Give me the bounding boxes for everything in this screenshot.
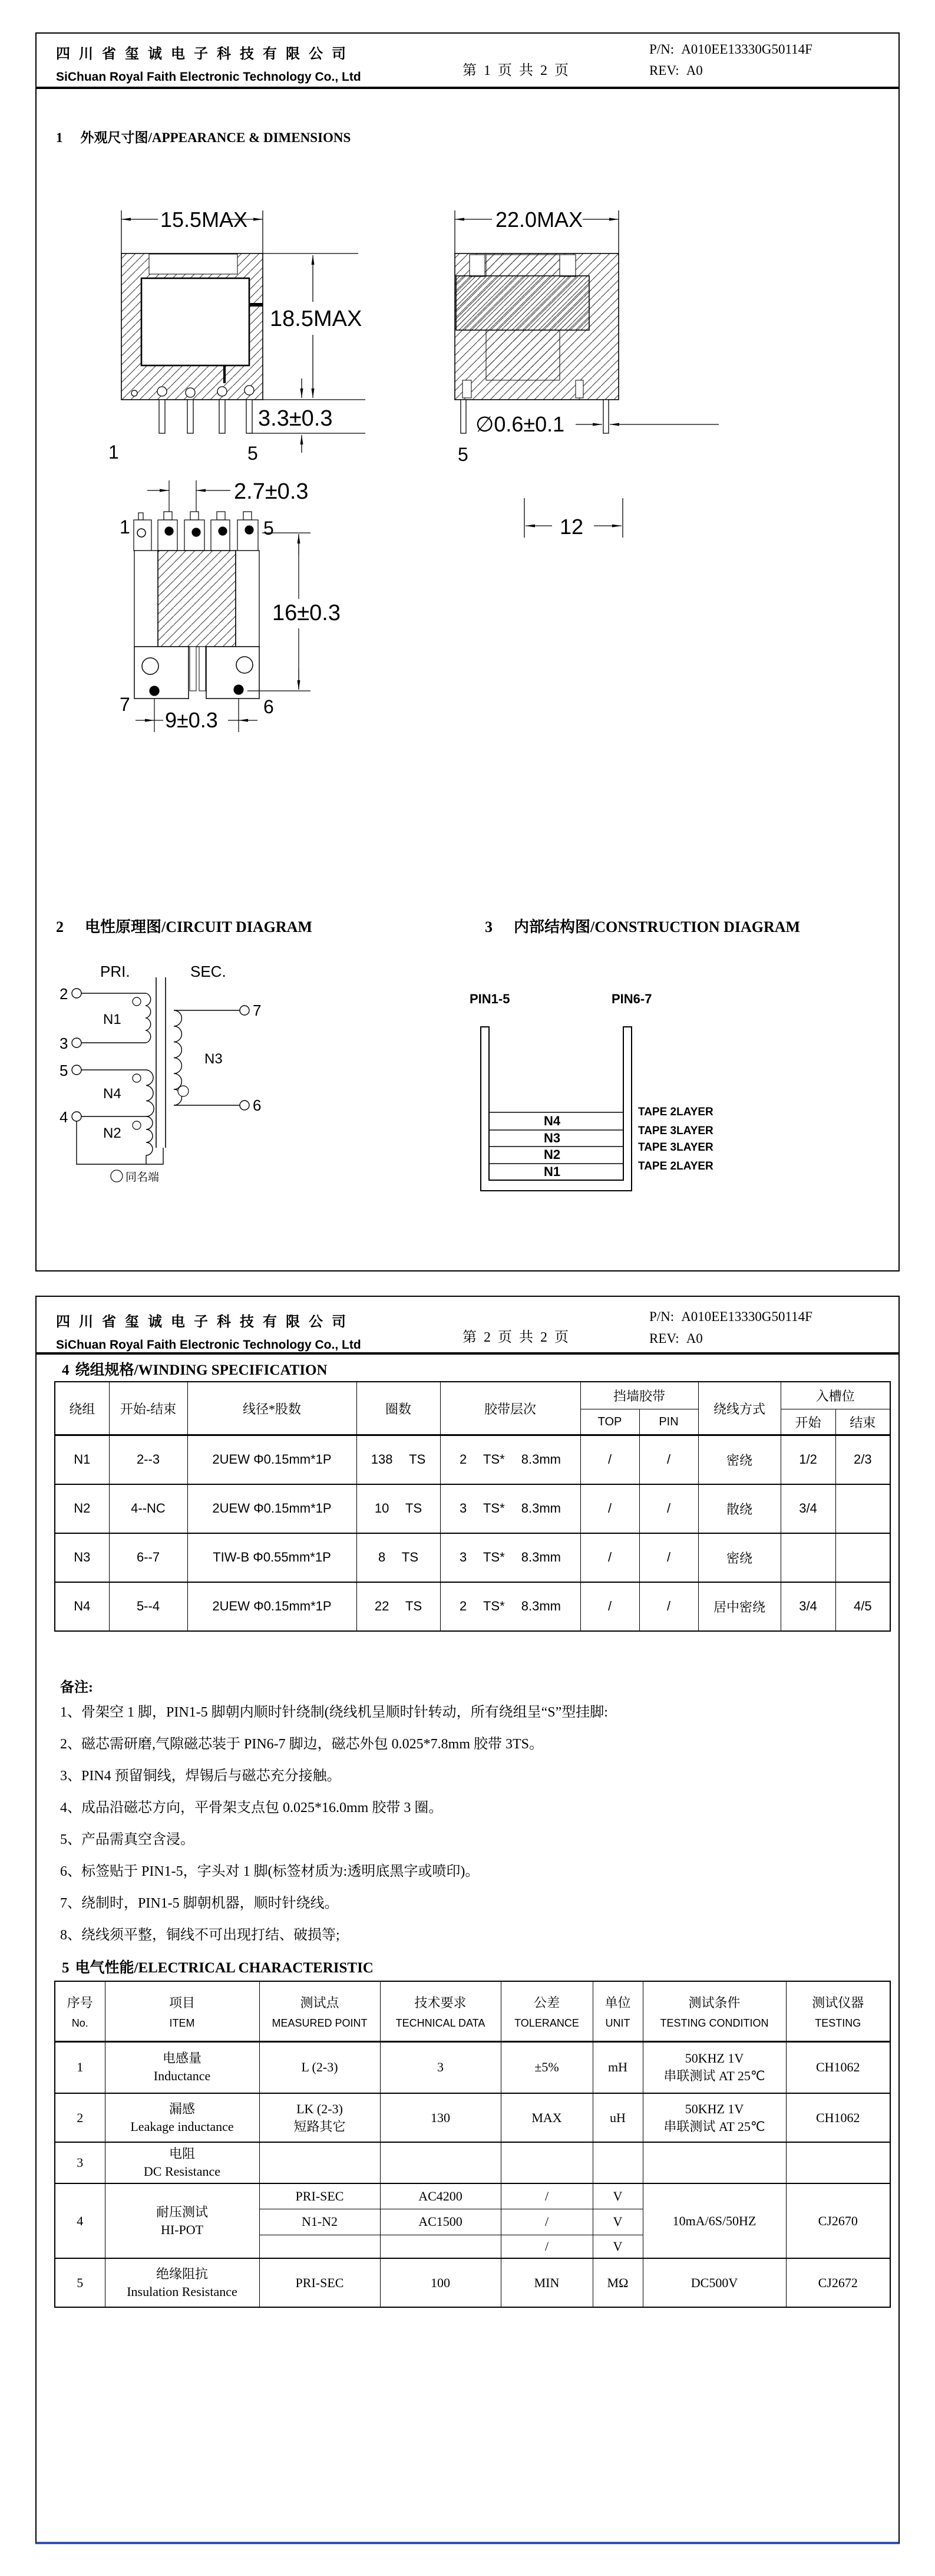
cell: 2/3 [835,1435,890,1484]
part-number-line [649,1309,812,1325]
label: 漏感 [169,2101,195,2116]
header-rule [37,1352,898,1355]
cell: ±5% [501,2041,593,2093]
notes-list [60,1697,608,1951]
section-5-title: 电气性能/ELECTRICAL CHARACTERISTIC [75,1960,374,1976]
col-header-start-end: 开始-结束 [109,1382,187,1435]
circuit-pin-3: 3 [60,1035,68,1052]
electrical-row-2 [55,2093,890,2142]
side-view-drawing [451,200,734,542]
construction-layer-n3: N3 [543,1131,561,1145]
label: 电感量 [162,2051,201,2066]
label: DC Resistance [143,2164,221,2179]
rev-label: REV: [649,1331,679,1346]
col-header-wire: 线径*股数 [187,1382,356,1435]
page-2 [35,1296,900,2544]
cell: 散绕 [698,1484,781,1533]
cell: / [580,1533,639,1582]
col-header-unit [593,1981,643,2041]
cell: / [580,1582,639,1631]
cell [643,2093,786,2142]
revision-line [649,1331,703,1346]
note-item-5: 5、产品需真空含浸。 [60,1832,194,1847]
pn-label: P/N: [649,1309,675,1324]
cell-empty [380,2142,501,2183]
winding-row-n4 [55,1582,890,1631]
company-name-en: SiChuan Royal Faith Electronic Technology Co., Ltd [56,1338,361,1352]
label: TOLERANCE [514,2017,579,2029]
cell: 密绕 [698,1435,781,1484]
dim-bottom-pitch: 2.7±0.3 [234,479,309,504]
circuit-pin-5: 5 [60,1062,68,1079]
col-header-method: 绕线方式 [698,1382,781,1435]
col-header-slot-start: 开始 [781,1409,835,1435]
col-header-pin: PIN [639,1409,698,1435]
bottom-pin-label-5: 5 [263,518,274,539]
side-pin-label-5: 5 [458,444,468,465]
cell: uH [593,2093,643,2142]
col-header-measured-point [259,1981,380,2041]
col-header-turns: 圈数 [356,1382,440,1435]
label: 耐压测试 [156,2204,208,2219]
cell: V [593,2235,643,2258]
rev-label: REV: [649,63,679,78]
cell: TIW-B Φ0.55mm*1P [187,1533,356,1582]
circuit-winding-n3: N3 [204,1051,223,1067]
label: Inductance [153,2068,211,2084]
section-4-heading [62,1358,328,1379]
cell [643,2041,786,2093]
cell: MΩ [593,2258,643,2307]
section-5-heading [62,1956,374,1977]
label: ITEM [169,2017,195,2029]
note-item-3: 3、PIN4 预留铜线，焊锡后与磁芯充分接触。 [60,1768,341,1784]
company-name-cn: 四川省玺诚电子科技有限公司 [56,1315,355,1330]
label: 短路其它 [293,2119,346,2134]
construction-diagram [468,977,834,1213]
cell: 3 [380,2041,501,2093]
section-1-heading [56,127,351,146]
col-header-slot-end: 结束 [835,1409,890,1435]
cell: 3/4 [781,1582,835,1631]
section-3-title: 内部结构图/CONSTRUCTION DIAGRAM [514,918,801,935]
dim-front-height: 18.5MAX [270,307,362,331]
col-header-winding: 绕组 [55,1382,109,1435]
section-1-title: 外观尺寸图/APPEARANCE & DIMENSIONS [80,130,351,145]
cell: 22 TS [356,1582,440,1631]
section-2-heading [56,915,312,937]
dim-bottom-pin-span: 9±0.3 [165,708,218,732]
note-item-8: 8、绕线须平整，铜线不可出现打结、破损等; [60,1928,340,1943]
cell: / [580,1435,639,1484]
section-4-title: 绕组规格/WINDING SPECIFICATION [75,1362,328,1378]
cell-empty [643,2142,786,2183]
col-header-testing [786,1981,890,2041]
label: 串联测试 AT 25℃ [663,2119,765,2134]
label: Insulation Resistance [127,2284,237,2299]
cell: / [639,1435,698,1484]
circuit-pin-6: 6 [253,1096,262,1114]
label: TESTING [815,2017,861,2029]
front-pin-label-5: 5 [247,443,258,464]
circuit-winding-n2: N2 [103,1125,121,1141]
col-header-slot: 入槽位 [781,1382,890,1409]
cell: L (2-3) [259,2041,380,2093]
cell: 8 TS [356,1533,440,1582]
dim-bottom-height: 16±0.3 [272,601,341,625]
label: 测试仪器 [812,1995,864,2010]
label: No. [71,2017,88,2029]
page-1 [35,32,900,1271]
cell: 2 [55,2093,105,2142]
note-item-7: 7、绕制时，PIN1-5 脚朝机器，顺时针绕线。 [60,1896,339,1911]
cell: 3 TS* 8.3mm [440,1484,580,1533]
cell: CJ2670 [786,2183,890,2258]
cell-empty [259,2142,380,2183]
winding-row-n2 [55,1484,890,1533]
note-item-4: 4、成品沿磁芯方向，平骨架支点包 0.025*16.0mm 胶带 3 圈。 [60,1800,443,1816]
section-4-number: 4 [62,1362,70,1378]
construction-tape-label-1: TAPE 2LAYER [638,1106,713,1118]
cell: / [501,2209,593,2235]
cell: 2UEW Φ0.15mm*1P [187,1484,356,1533]
construction-layer-n2: N2 [543,1147,561,1162]
note-item-1: 1、骨架空 1 脚，PIN1-5 脚朝内顺时针绕制(绕线机呈顺时针转动，所有绕组呈“S”型挂脚: [60,1705,608,1720]
cell: 2 TS* 8.3mm [440,1435,580,1484]
cell [105,2258,259,2307]
part-number-line [649,42,812,57]
cell: PRI-SEC [259,2183,380,2209]
section-3-heading [485,915,800,937]
bottom-pin-label-6: 6 [263,696,274,717]
label: UNIT [605,2017,630,2029]
cell: MIN [501,2258,593,2307]
cell: PRI-SEC [259,2258,380,2307]
electrical-table [54,1981,891,2308]
company-name-cn: 四川省玺诚电子科技有限公司 [56,47,355,62]
electrical-row-1 [55,2041,890,2093]
cell: V [593,2209,643,2235]
label: 串联测试 AT 25℃ [663,2068,765,2084]
cell: MAX [501,2093,593,2142]
cell [105,2041,259,2093]
cell: V [593,2183,643,2209]
winding-row-n1 [55,1435,890,1484]
pn-value: A010EE13330G50114F [681,1309,812,1324]
cell: / [501,2183,593,2209]
label: 50KHZ 1V [685,2101,744,2116]
cell [259,2093,380,2142]
electrical-row-4 [55,2183,890,2209]
circuit-diagram [50,943,309,1203]
circuit-pri-label: PRI. [100,963,130,980]
circuit-pin-4: 4 [60,1108,68,1126]
winding-row-n3 [55,1533,890,1582]
label: Leakage inductance [130,2119,234,2134]
cell: / [639,1533,698,1582]
dim-front-width: 15.5MAX [160,207,248,232]
col-header-no [55,1981,105,2041]
cell [380,2235,501,2258]
circuit-winding-n4: N4 [103,1086,121,1102]
cell: 10mA/6S/50HZ [643,2183,786,2258]
rev-value: A0 [686,63,703,78]
electrical-row-5 [55,2258,890,2307]
cell: CH1062 [786,2041,890,2093]
cell: 138 TS [356,1435,440,1484]
cell: N1 [55,1435,109,1484]
label: 序号 [67,1995,93,2010]
label: HI-POT [160,2222,204,2237]
cell: 密绕 [698,1533,781,1582]
bottom-pin-label-7: 7 [120,694,130,715]
cell: 3/4 [781,1484,835,1533]
bottom-pin-label-1: 1 [120,516,130,538]
cell: 3 TS* 8.3mm [440,1533,580,1582]
pn-label: P/N: [649,42,675,57]
label: TESTING CONDITION [660,2017,769,2029]
dim-front-pin-length: 3.3±0.3 [258,406,333,431]
cell: CJ2672 [786,2258,890,2307]
cell: mH [593,2041,643,2093]
cell: CH1062 [786,2093,890,2142]
cell: / [580,1484,639,1533]
construction-layer-n1: N1 [543,1164,561,1179]
section-5-number: 5 [62,1960,70,1976]
col-header-tape: 胶带层次 [440,1382,580,1435]
section-2-title: 电性原理图/CIRCUIT DIAGRAM [85,918,312,935]
electrical-header-row [55,1981,890,2041]
revision-line [649,63,703,78]
cell-empty [501,2142,593,2183]
circuit-winding-n1: N1 [103,1012,121,1027]
header-rule [37,87,898,89]
cell: 4/5 [835,1582,890,1631]
cell: N4 [55,1582,109,1631]
col-header-testing-condition [643,1981,786,2041]
front-pin-label-1: 1 [108,442,119,463]
section-2-number: 2 [56,918,64,935]
label: 公差 [533,1995,560,2010]
cell: N1-N2 [259,2209,380,2235]
page-number: 第 2 页 共 2 页 [462,1330,570,1345]
cell: 5 [55,2258,105,2307]
cell: 居中密绕 [698,1582,781,1631]
construction-pin1-5-label: PIN1-5 [470,991,510,1006]
cell: 1/2 [781,1435,835,1484]
cell [105,2183,259,2258]
col-header-technical-data [380,1981,501,2041]
col-header-item [105,1981,259,2041]
cell: AC4200 [380,2183,501,2209]
pn-value: A010EE13330G50114F [681,42,812,57]
cell: 4 [55,2183,105,2258]
cell [259,2235,380,2258]
cell: 3 [55,2142,105,2183]
cell: 5--4 [109,1582,187,1631]
cell [781,1533,835,1582]
construction-tape-label-2: TAPE 3LAYER [638,1125,713,1137]
circuit-legend-dot-label: 同名端 [125,1171,160,1184]
section-3-number: 3 [485,918,493,935]
cell: N3 [55,1533,109,1582]
note-item-6: 6、标签贴于 PIN1-5，字头对 1 脚(标签材质为:透明底黑字或喷印)。 [60,1864,480,1879]
cell: 2UEW Φ0.15mm*1P [187,1582,356,1631]
cell: 2 TS* 8.3mm [440,1582,580,1631]
col-header-top: TOP [580,1409,639,1435]
bottom-view-drawing [103,466,415,749]
note-item-2: 2、磁芯需研磨,气隙磁芯装于 PIN6-7 脚边，磁芯外包 0.025*7.8mm 胶带 3TS。 [60,1737,544,1752]
cell: 4--NC [109,1484,187,1533]
dim-side-pin-pitch: 12 [560,515,584,539]
circuit-pin-7: 7 [253,1002,262,1019]
col-header-wall-tape: 挡墙胶带 [580,1382,698,1409]
winding-header-row [55,1382,890,1409]
dim-side-width: 22.0MAX [495,207,583,232]
cell-empty [786,2142,890,2183]
construction-layer-n4: N4 [543,1114,561,1128]
cell: 100 [380,2258,501,2307]
label: 测试点 [300,1995,339,2010]
construction-pin6-7-label: PIN6-7 [612,991,652,1006]
construction-tape-label-4: TAPE 2LAYER [638,1160,713,1172]
cell: 2--3 [109,1435,187,1484]
page-number: 第 1 页 共 2 页 [462,63,570,78]
label: LK (2-3) [296,2101,343,2116]
cell: 2UEW Φ0.15mm*1P [187,1435,356,1484]
cell [835,1484,890,1533]
label: MEASURED POINT [272,2017,368,2029]
label: TECHNICAL DATA [395,2017,485,2029]
section-1-number: 1 [56,130,63,145]
col-header-tolerance [501,1981,593,2041]
dim-side-pin-diameter: ∅0.6±0.1 [475,412,565,436]
cell: 6--7 [109,1533,187,1582]
label: 50KHZ 1V [685,2051,744,2066]
cell: N2 [55,1484,109,1533]
construction-tape-label-3: TAPE 3LAYER [638,1141,713,1154]
company-name-en: SiChuan Royal Faith Electronic Technology Co., Ltd [56,70,361,84]
label: 项目 [169,1995,195,2010]
circuit-pin-2: 2 [60,985,68,1003]
label: 单位 [604,1995,631,2010]
rev-value: A0 [686,1331,703,1346]
electrical-row-3 [55,2142,890,2183]
notes-label: 备注: [60,1680,93,1695]
cell [105,2093,259,2142]
cell: AC1500 [380,2209,501,2235]
cell [835,1533,890,1582]
cell: DC500V [643,2258,786,2307]
winding-spec-table [54,1381,891,1632]
cell: 130 [380,2093,501,2142]
label: 电阻 [169,2146,195,2161]
cell [105,2142,259,2183]
cell: / [639,1484,698,1533]
label: 绝缘阻抗 [156,2266,208,2281]
cell: 1 [55,2041,105,2093]
cell-empty [593,2142,643,2183]
circuit-sec-label: SEC. [190,963,226,980]
cell: / [639,1582,698,1631]
cell: / [501,2235,593,2258]
cell: 10 TS [356,1484,440,1533]
label: 测试条件 [688,1995,741,2010]
label: 技术要求 [414,1995,467,2010]
